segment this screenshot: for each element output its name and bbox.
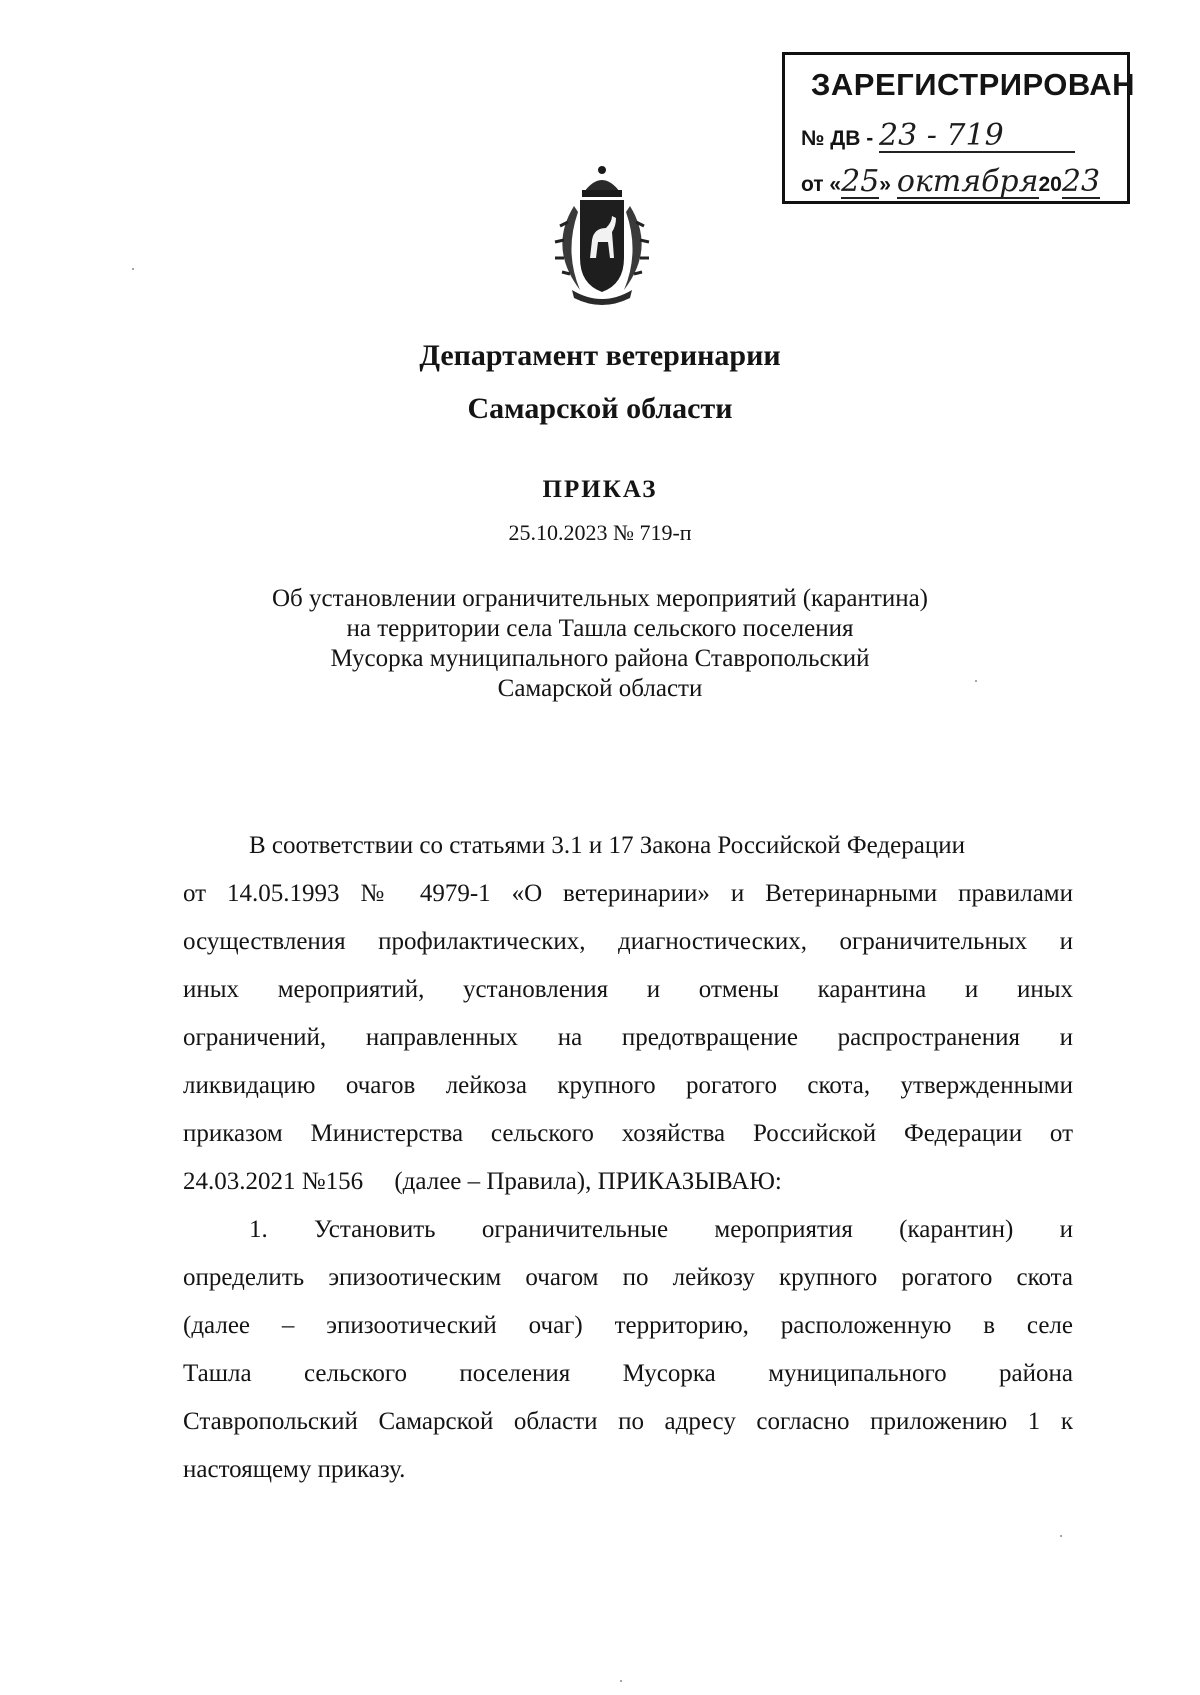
stamp-title: ЗАРЕГИСТРИРОВАН [811, 67, 1136, 102]
stamp-date-mid: » [879, 173, 891, 196]
subject-line: Об установлении ограничительных мероприятий (карантина) [271, 585, 929, 612]
stamp-year-prefix: 20 [1038, 173, 1062, 196]
scan-speck [975, 680, 977, 682]
body-line: 1. Установить ограничительные мероприятия (карантин) и [249, 1216, 1073, 1243]
scan-speck [620, 1680, 622, 1682]
body-line: ограничений, направленных на предотвращение распространения и [183, 1024, 1073, 1051]
stamp-date-line [801, 164, 1101, 199]
body-line: 24.03.2021 №156 (далее – Правила), ПРИКАЗЫВАЮ: [183, 1168, 782, 1195]
body-line: ликвидацию очагов лейкоза крупного рогатого скота, утвержденными [183, 1072, 1073, 1099]
registration-stamp [782, 52, 1136, 204]
stamp-year-suffix: 23 [1061, 164, 1101, 199]
body-line: приказом Министерства сельского хозяйства Российской Федерации от [183, 1120, 1073, 1147]
body-line: определить эпизоотическим очагом по лейкозу крупного рогатого скота [183, 1264, 1073, 1291]
document-number: 25.10.2023 № 719-п [508, 520, 692, 545]
department-name-line1: Департамент ветеринарии [419, 339, 781, 372]
body-line: настоящему приказу. [183, 1456, 406, 1483]
coat-of-arms-icon [542, 162, 662, 310]
stamp-number-label: № ДВ - [801, 127, 874, 150]
department-name-line2: Самарской области [467, 392, 733, 425]
subject-line: Мусорка муниципального района Ставропольский [330, 645, 870, 672]
body-line: осуществления профилактических, диагностических, ограничительных и [183, 928, 1073, 955]
subject-line: Самарской области [497, 675, 703, 702]
body-line: В соответствии со статьями 3.1 и 17 Закона Российской Федерации [249, 832, 965, 859]
body-line: Ташла сельского поселения Мусорка муниципального района [183, 1360, 1073, 1387]
body-line: иных мероприятий, установления и отмены карантина и иных [183, 976, 1073, 1003]
body-line: Ставропольский Самарской области по адресу согласно приложению 1 к [183, 1408, 1073, 1435]
subject-line: на территории села Ташла сельского поселения [346, 615, 854, 642]
document-type: ПРИКАЗ [542, 476, 658, 503]
stamp-date-prefix: от « [801, 173, 842, 196]
body-line: от 14.05.1993 № 4979-1 «О ветеринарии» и Ветеринарными правилами [183, 880, 1073, 907]
scan-speck [132, 268, 134, 270]
stamp-number-line [801, 118, 1075, 153]
stamp-month: октября [896, 164, 1039, 199]
body-line: (далее – эпизоотический очаг) территорию, расположенную в селе [183, 1312, 1073, 1339]
document-subject [200, 584, 1000, 704]
stamp-day: 25 [841, 164, 880, 199]
stamp-number-value: 23 - 719 [879, 121, 1075, 153]
scan-speck [1060, 1535, 1062, 1537]
